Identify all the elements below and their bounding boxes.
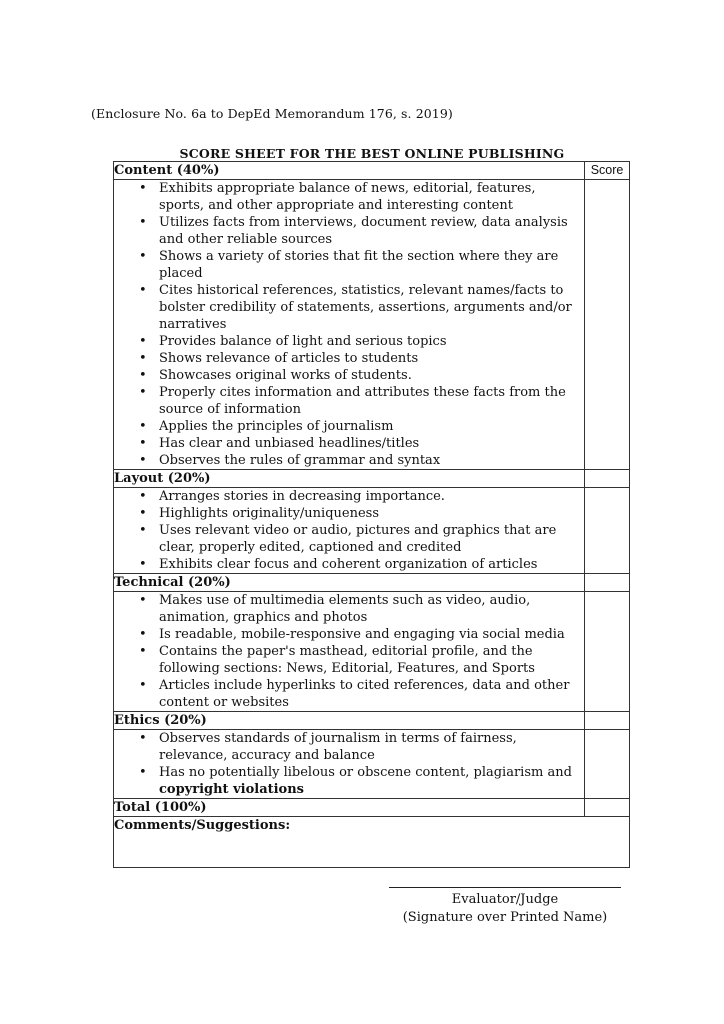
technical-score-cell[interactable] [585, 592, 630, 712]
section-header-row [114, 712, 630, 730]
criteria-item: • Utilizes facts from interviews, document review, data analysis and other reliable sources [159, 214, 584, 248]
section-criteria-row [114, 730, 630, 799]
score-column-header: Score [585, 162, 630, 180]
section-criteria-row [114, 592, 630, 712]
criteria-item: • Shows relevance of articles to students [159, 350, 584, 367]
criteria-item: • Highlights originality/uniqueness [159, 505, 584, 522]
criteria-item: • Arranges stories in decreasing importance. [159, 488, 584, 505]
layout-score-cell[interactable] [585, 488, 630, 574]
total-row [114, 799, 630, 817]
criteria-item: • Exhibits clear focus and coherent organization of articles [159, 556, 584, 573]
criteria-item-text: Has no potentially libelous or obscene content, plagiarism and [159, 765, 572, 780]
layout-section-heading: Layout (20%) [114, 470, 585, 488]
criteria-item: • Observes standards of journalism in terms of fairness, relevance, accuracy and balance [159, 730, 584, 764]
total-label: Total (100%) [114, 799, 585, 817]
criteria-item: • Exhibits appropriate balance of news, editorial, features, sports, and other appropriate and interesting content [159, 180, 584, 214]
score-sheet-title: SCORE SHEET FOR THE BEST ONLINE PUBLISHING [179, 146, 565, 161]
technical-header-score-cell [585, 574, 630, 592]
technical-criteria-cell [114, 592, 585, 712]
criteria-item: • Shows a variety of stories that fit the section where they are placed [159, 248, 584, 282]
ethics-score-cell[interactable] [585, 730, 630, 799]
evaluator-role-label: Evaluator/Judge [451, 892, 559, 907]
technical-criteria-list [114, 592, 584, 711]
criteria-item: • Showcases original works of students. [159, 367, 584, 384]
score-sheet-table [113, 161, 630, 868]
ethics-header-score-cell [585, 712, 630, 730]
total-score-cell[interactable] [585, 799, 630, 817]
criteria-item: • Applies the principles of journalism [159, 418, 584, 435]
section-header-row [114, 470, 630, 488]
layout-criteria-cell [114, 488, 585, 574]
criteria-item: • Contains the paper's masthead, editorial profile, and the following sections: News, Editorial, Features, and Sports [159, 643, 584, 677]
signature-note: (Signature over Printed Name) [402, 910, 608, 925]
layout-criteria-list [114, 488, 584, 573]
criteria-item: • Is readable, mobile-responsive and engaging via social media [159, 626, 584, 643]
criteria-item-emphasis: copyright violations [159, 782, 304, 797]
criteria-item: • Uses relevant video or audio, pictures and graphics that are clear, properly edited, captioned and credited [159, 522, 584, 556]
criteria-item [159, 764, 584, 798]
ethics-criteria-list [114, 730, 584, 798]
criteria-item: • Properly cites information and attributes these facts from the source of information [159, 384, 584, 418]
content-section-heading: Content (40%) [114, 162, 585, 180]
comments-label: Comments/Suggestions: [114, 818, 291, 833]
section-header-row [114, 162, 630, 180]
content-criteria-list [114, 180, 584, 469]
section-criteria-row [114, 180, 630, 470]
technical-section-heading: Technical (20%) [114, 574, 585, 592]
enclosure-reference: (Enclosure No. 6a to DepEd Memorandum 176, s. 2019) [91, 106, 453, 121]
criteria-item: • Cites historical references, statistics, relevant names/facts to bolster credibility of statements, assertions, arguments and/or narratives [159, 282, 584, 333]
criteria-item: • Makes use of multimedia elements such as video, audio, animation, graphics and photos [159, 592, 584, 626]
section-header-row [114, 574, 630, 592]
criteria-item: • Provides balance of light and serious topics [159, 333, 584, 350]
comments-cell[interactable] [114, 817, 630, 868]
content-criteria-cell [114, 180, 585, 470]
content-score-cell[interactable] [585, 180, 630, 470]
criteria-item: • Has clear and unbiased headlines/titles [159, 435, 584, 452]
signature-line[interactable] [389, 887, 621, 888]
criteria-item: • Observes the rules of grammar and syntax [159, 452, 584, 469]
criteria-item: • Articles include hyperlinks to cited references, data and other content or websites [159, 677, 584, 711]
section-criteria-row [114, 488, 630, 574]
ethics-criteria-cell [114, 730, 585, 799]
comments-row [114, 817, 630, 868]
layout-header-score-cell [585, 470, 630, 488]
ethics-section-heading: Ethics (20%) [114, 712, 585, 730]
